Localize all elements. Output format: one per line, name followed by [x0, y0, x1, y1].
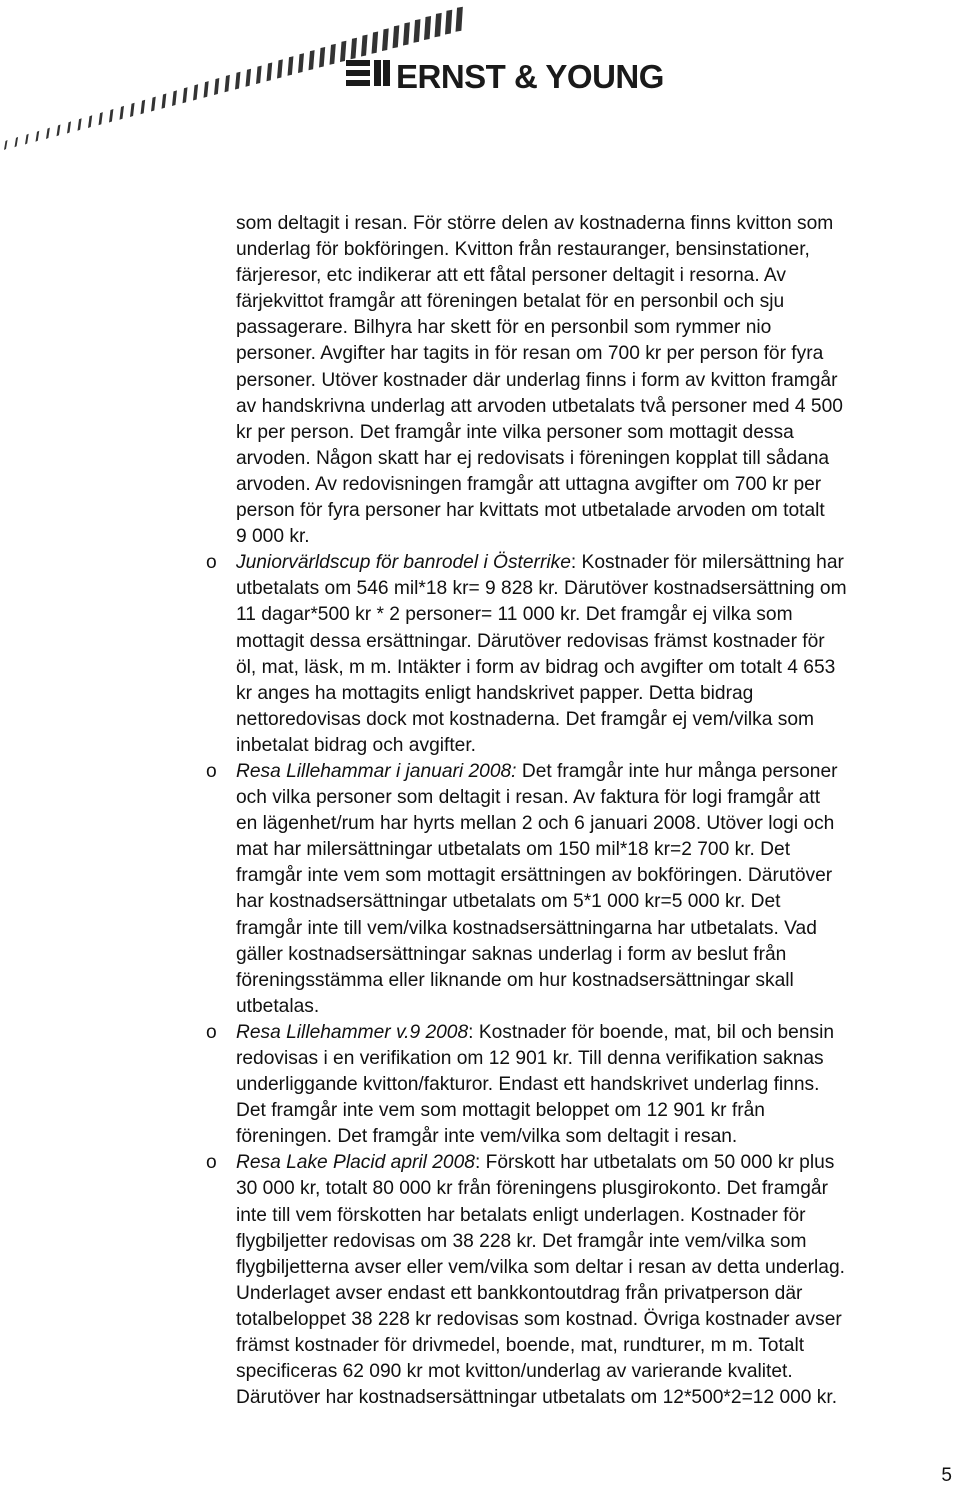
logo-bar — [15, 137, 19, 147]
item-heading: Resa Lake Placid april 2008 — [236, 1152, 475, 1174]
text-line: kr anges ha mottagits enligt handskrivet papper. Detta bidrag — [236, 682, 754, 704]
logo-bar — [130, 103, 135, 117]
text-line — [236, 550, 960, 576]
text-line: framgår inte till vem/vilka kostnadsersättningarna har utbetalats. Vad — [236, 917, 817, 939]
text-line: personer. Utöver kostnader där underlag finns i form av kvitton framgår — [236, 369, 838, 391]
item-heading: Juniorvärldscup för banrodel i Österrike — [236, 552, 571, 574]
text-line — [236, 1020, 960, 1046]
logo-bar — [172, 90, 177, 106]
text-line: föreningsstämma eller liknande om hur kostnadsersättningar skall — [236, 969, 794, 991]
item-heading: Resa Lillehammar i januari 2008: — [236, 760, 517, 782]
logo-bar — [456, 7, 463, 32]
text-line: nettoredovisas dock mot kostnaderna. Det framgår ej vem/vilka som — [236, 708, 815, 730]
text-line: öl, mat, läsk, m m. Intäkter i form av bidrag och avgifter om totalt 4 653 — [236, 656, 836, 678]
logo-bar — [4, 140, 8, 150]
list-item — [206, 1150, 960, 1411]
text-line: flygbiljetterna avser eller vem/vilka som deltar i resan av detta underlag. — [236, 1256, 845, 1278]
logo-bar — [403, 22, 410, 45]
document-body — [206, 211, 960, 1411]
logo-bar — [330, 44, 336, 65]
text-line: Det framgår inte vem som mottagit beloppet om 12 901 kr från — [236, 1100, 765, 1122]
logo-bar — [57, 125, 61, 137]
text-line: föreningen. Det framgår inte vem/vilka som deltagit i resan. — [236, 1126, 738, 1148]
logo-bar — [193, 84, 198, 100]
text-line: Underlaget avser endast ett bankkontoutdrag från privatperson där — [236, 1282, 803, 1304]
text-line: 11 dagar*500 kr * 2 personer= 11 000 kr. Det framgår ej vilka som — [236, 604, 793, 626]
text-line: totalbeloppet 38 228 kr redovisas som kostnad. Övriga kostnader avser — [236, 1308, 842, 1330]
logo-bar — [235, 72, 240, 90]
text-line: utbetalats om 546 mil*18 kr= 9 828 kr. Därutöver kostnadsersättning om — [236, 578, 847, 600]
list-item — [206, 759, 960, 1020]
text-line: mat har milersättningar utbetalats om 150 mil*18 kr=2 700 kr. Det — [236, 839, 791, 861]
bullet-marker: o — [206, 552, 217, 574]
text-line — [236, 759, 960, 785]
logo-bar — [162, 94, 167, 109]
bullet-marker: o — [206, 1021, 217, 1043]
logo-bar — [36, 131, 40, 142]
text-line: 30 000 kr, totalt 80 000 kr från föreningens plusgirokonto. Det framgår — [236, 1178, 828, 1200]
text-line: främst kostnader för drivmedel, boende, mat, rundturer, m m. Totalt — [236, 1335, 805, 1357]
logo-bar — [214, 78, 219, 95]
text-line: Därutöver har kostnadsersättningar utbetalats om 12*500*2=12 000 kr. — [236, 1387, 838, 1409]
item-heading-rest: : Förskott har utbetalats om 50 000 kr plus — [474, 1152, 835, 1174]
text-line: redovisas i en verifikation om 12 901 kr. Till denna verifikation saknas — [236, 1048, 824, 1069]
text-line: passagerare. Bilhyra har skett för en personbil som rymmer nio — [236, 317, 772, 339]
item-heading-rest: : Kostnader för milersättning har — [570, 552, 844, 574]
logo-bar — [372, 32, 379, 54]
text-line — [236, 1150, 960, 1176]
list-item — [206, 550, 960, 759]
logo-bar — [183, 87, 188, 103]
logo-bar — [414, 19, 421, 43]
logo-bar — [246, 69, 252, 87]
logo-bar — [319, 47, 325, 68]
text-line: specificeras 62 090 kr mot kvitton/underlag av varierande kvalitet. — [236, 1361, 793, 1383]
logo-bar — [288, 56, 294, 75]
text-line: underliggande kvitton/fakturor. Endast ett handskrivet underlag finns. — [236, 1074, 820, 1096]
text-line: 9 000 kr. — [236, 526, 310, 548]
text-line: utbetalas. — [236, 995, 320, 1017]
logo-bar — [361, 35, 368, 57]
logo-bar — [120, 106, 124, 120]
logo-bar — [277, 59, 283, 78]
logo-bar — [435, 13, 442, 37]
item-heading-rest: : Kostnader för boende, mat, bil och bensin — [468, 1021, 835, 1043]
item-heading-rest: Det framgår inte hur många personer — [516, 760, 838, 782]
logo-bar — [393, 25, 400, 48]
logo-text: ERNST & YOUNG — [396, 58, 664, 95]
text-line: har kostnadsersättningar utbetalats om 5*1 000 kr=5 000 kr. Det — [236, 891, 781, 913]
logo-bar — [382, 28, 389, 51]
bullet-list — [206, 550, 960, 1411]
bullet-marker: o — [206, 760, 217, 782]
text-line: arvoden. Någon skatt har ej redovisats i föreningen kopplat till sådana — [236, 447, 830, 469]
logo-bar — [351, 38, 357, 60]
page-number: 5 — [941, 1465, 952, 1486]
logo-bar — [109, 109, 113, 123]
text-line: färjekvittot framgår att föreningen betalat för en personbil och sju — [236, 291, 785, 313]
text-line: av handskrivna underlag att arvoden utbetalats två personer med 4 500 — [236, 395, 843, 417]
text-line: en lägenhet/rum har hyrts mellan 2 och 6 januari 2008. Utöver logi och — [236, 813, 835, 835]
text-line: flygbiljetter redovisas om 38 228 kr. Det framgår inte vem/vilka som — [236, 1230, 807, 1252]
logo-bar — [225, 75, 230, 92]
logo-bar — [204, 81, 209, 98]
logo-bar — [424, 16, 431, 40]
text-line: färjeresor, etc indikerar att ett fåtal personer deltagit i resorna. Av — [236, 265, 786, 287]
text-line: och vilka personer som deltagit i resan. Av faktura för logi framgår att — [236, 787, 821, 809]
logo-bar — [88, 115, 92, 128]
logo-bar — [46, 128, 50, 139]
logo-bar — [25, 134, 29, 145]
text-line: mottagit dessa ersättningar. Därutöver redovisas främst kostnader för — [236, 630, 825, 652]
logo-bar — [298, 53, 304, 73]
text-line: inte till vem förskotten har betalats enligt underlagen. Kostnader för — [236, 1204, 806, 1226]
text-line: underlag för bokföringen. Kvitton från restauranger, bensinstationer, — [236, 239, 810, 261]
text-line: arvoden. Av redovisningen framgår att uttagna avgifter om 700 kr per — [236, 473, 822, 495]
ernst-young-logo — [0, 0, 664, 150]
logo-bar — [67, 121, 71, 133]
logo-bar — [256, 66, 262, 84]
text-line: gäller kostnadsersättningar saknas underlag i form av beslut från — [236, 943, 787, 965]
logo-bar — [99, 112, 103, 125]
text-line: kr per person. Det framgår inte vilka personer som mottagit dessa — [236, 421, 794, 443]
logo-bar — [267, 63, 273, 82]
logo-bar — [78, 118, 82, 130]
text-line: personer. Avgifter har tagits in för resan om 700 kr per person för fyra — [236, 343, 824, 365]
logo-bar — [141, 100, 146, 115]
text-line: framgår inte vem som mottagit ersättningen av bokföringen. Därutöver — [236, 865, 833, 887]
logo-bar — [309, 50, 315, 70]
text-line: person för fyra personer har kvittats mot utbetalade arvoden om totalt — [236, 500, 825, 522]
intro-paragraph — [236, 211, 960, 550]
bullet-marker: o — [206, 1152, 217, 1174]
logo-mark-icon — [346, 58, 390, 90]
text-line: inbetalat bidrag och avgifter. — [236, 734, 477, 756]
text-line: som deltagit i resan. För större delen av kostnaderna finns kvitton som — [236, 213, 834, 234]
logo-bar — [151, 97, 156, 112]
logo-bar — [445, 10, 452, 35]
item-heading: Resa Lillehammer v.9 2008 — [236, 1021, 469, 1043]
list-item — [206, 1020, 960, 1150]
